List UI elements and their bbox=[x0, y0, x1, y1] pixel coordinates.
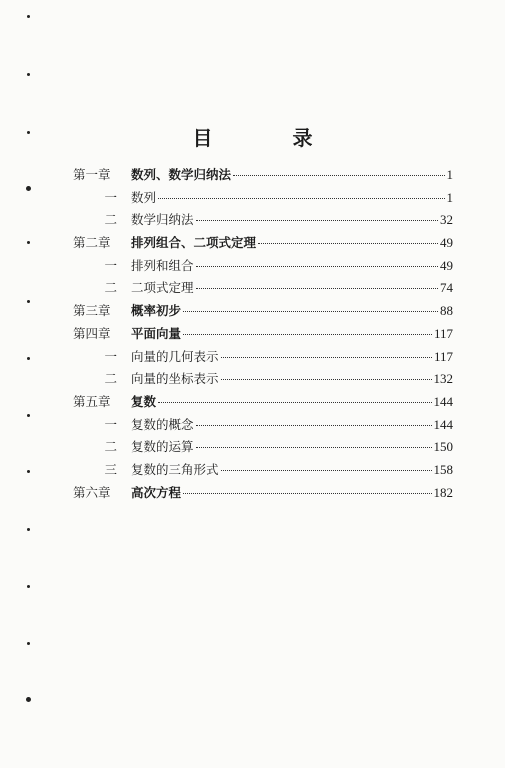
dot-leader bbox=[233, 175, 444, 176]
binding-mark bbox=[27, 357, 30, 360]
toc-page-number: 117 bbox=[433, 325, 453, 341]
toc-chapter-row[interactable] bbox=[73, 301, 453, 324]
toc-entry-number: 第一章 bbox=[73, 167, 111, 182]
toc-entry-title: 复数的运算 bbox=[131, 439, 194, 455]
dot-leader bbox=[196, 220, 438, 221]
toc-page-number: 49 bbox=[440, 257, 453, 273]
dot-leader bbox=[183, 493, 431, 494]
toc-entry-title: 排列组合、二项式定理 bbox=[131, 235, 257, 251]
toc-chapter-row[interactable] bbox=[73, 324, 453, 347]
toc-entry-title: 数列、数学归纳法 bbox=[131, 167, 232, 182]
toc-section-row[interactable] bbox=[73, 415, 453, 438]
toc-entry-number: 第五章 bbox=[73, 393, 111, 409]
toc-entry-number: 第二章 bbox=[73, 235, 111, 251]
dot-leader bbox=[183, 311, 438, 312]
toc-entry-number: 第三章 bbox=[73, 303, 111, 319]
toc-entry-number: 第四章 bbox=[73, 325, 111, 341]
toc-entry-number: 二 bbox=[104, 371, 117, 387]
dot-leader bbox=[221, 379, 432, 380]
toc-entry-number: 二 bbox=[104, 439, 117, 455]
binding-mark bbox=[27, 414, 30, 417]
toc-page-number: 1 bbox=[446, 167, 453, 182]
toc-entry-number: 一 bbox=[104, 348, 117, 364]
binding-mark bbox=[27, 528, 30, 531]
toc-entry-title: 平面向量 bbox=[131, 325, 182, 341]
dot-leader bbox=[196, 288, 438, 289]
toc-entry-number: 一 bbox=[104, 257, 117, 273]
dot-leader bbox=[196, 266, 438, 267]
toc-page-number: 32 bbox=[440, 212, 453, 228]
page-title: 目 录 bbox=[192, 126, 343, 150]
toc-section-row[interactable] bbox=[73, 256, 453, 279]
toc-section-row[interactable] bbox=[73, 188, 453, 211]
toc-page-number: 182 bbox=[433, 484, 453, 500]
table-of-contents bbox=[73, 165, 453, 505]
binding-mark bbox=[27, 300, 30, 303]
toc-entry-title: 高次方程 bbox=[131, 484, 182, 500]
binding-mark bbox=[27, 241, 30, 244]
binding-mark bbox=[27, 73, 30, 76]
dot-leader bbox=[196, 447, 432, 448]
toc-page-number: 150 bbox=[433, 439, 453, 455]
binding-mark bbox=[27, 15, 30, 18]
toc-entry-title: 二项式定理 bbox=[131, 280, 194, 296]
dot-leader bbox=[258, 243, 438, 244]
dot-leader bbox=[183, 334, 432, 335]
toc-entry-number: 一 bbox=[104, 416, 117, 432]
dot-leader bbox=[221, 470, 432, 471]
toc-entry-title: 排列和组合 bbox=[131, 257, 194, 273]
toc-entry-number: 二 bbox=[104, 280, 117, 296]
toc-page-number: 117 bbox=[433, 348, 453, 364]
toc-entry-number: 一 bbox=[104, 189, 117, 205]
toc-entry-title: 向量的坐标表示 bbox=[131, 371, 219, 387]
toc-page-number: 132 bbox=[433, 371, 453, 387]
dot-leader bbox=[221, 357, 432, 358]
toc-page-number: 144 bbox=[433, 393, 453, 409]
toc-entry-number: 二 bbox=[104, 212, 117, 228]
toc-entry-title: 复数的概念 bbox=[131, 416, 194, 432]
toc-page-number: 158 bbox=[433, 461, 453, 477]
toc-entry-title: 概率初步 bbox=[131, 303, 182, 319]
toc-page-number: 144 bbox=[433, 416, 453, 432]
toc-section-row[interactable] bbox=[73, 460, 453, 483]
toc-section-row[interactable] bbox=[73, 278, 453, 301]
toc-page-number: 1 bbox=[446, 189, 453, 205]
toc-chapter-row[interactable] bbox=[73, 165, 453, 188]
toc-entry-title: 复数的三角形式 bbox=[131, 461, 219, 477]
toc-chapter-row[interactable] bbox=[73, 233, 453, 256]
toc-section-row[interactable] bbox=[73, 437, 453, 460]
binding-mark bbox=[26, 186, 31, 191]
toc-page-number: 49 bbox=[440, 235, 453, 251]
toc-page-number: 74 bbox=[440, 280, 453, 296]
toc-chapter-row[interactable] bbox=[73, 392, 453, 415]
binding-mark bbox=[27, 585, 30, 588]
binding-mark bbox=[27, 470, 30, 473]
dot-leader bbox=[158, 402, 431, 403]
toc-chapter-row[interactable] bbox=[73, 483, 453, 506]
toc-entry-number: 三 bbox=[104, 461, 117, 477]
toc-section-row[interactable] bbox=[73, 347, 453, 370]
dot-leader bbox=[158, 198, 444, 199]
binding-mark bbox=[27, 642, 30, 645]
toc-page-number: 88 bbox=[440, 303, 453, 319]
toc-entry-title: 向量的几何表示 bbox=[131, 348, 219, 364]
binding-mark bbox=[26, 697, 31, 702]
toc-entry-title: 数学归纳法 bbox=[131, 212, 194, 228]
toc-entry-number: 第六章 bbox=[73, 484, 111, 500]
toc-section-row[interactable] bbox=[73, 210, 453, 233]
toc-section-row[interactable] bbox=[73, 369, 453, 392]
dot-leader bbox=[196, 425, 432, 426]
toc-entry-title: 复数 bbox=[131, 393, 157, 409]
toc-entry-title: 数列 bbox=[131, 189, 157, 205]
